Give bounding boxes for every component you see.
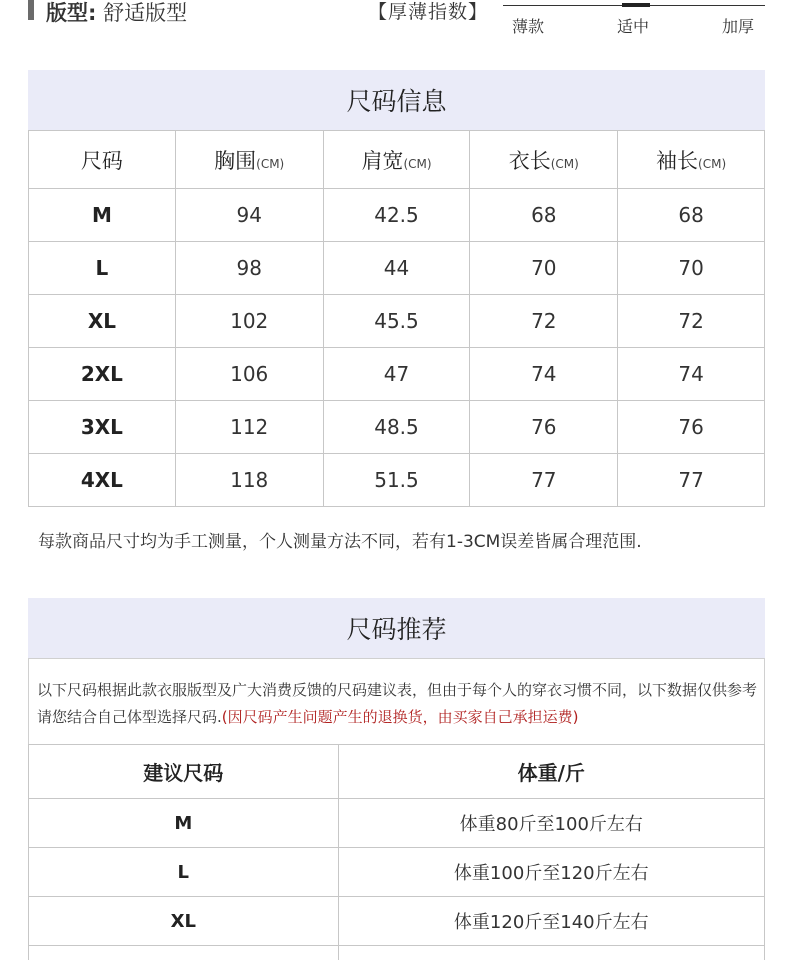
shoulder-cell: 42.5 [323, 189, 470, 242]
col-header-weight: 体重/斤 [338, 745, 764, 799]
recommend-description [28, 658, 765, 744]
weight-cell [338, 946, 764, 960]
size-cell: 4XL [29, 454, 176, 507]
suggested-size-cell: L [29, 848, 339, 897]
fit-type-value: 舒适版型 [103, 1, 188, 25]
table-row [29, 897, 765, 946]
fit-accent-bar [28, 0, 34, 20]
top-strip [0, 0, 790, 40]
suggested-size-cell [29, 946, 339, 960]
fit-type-label: 版型: [46, 1, 97, 25]
shoulder-cell: 45.5 [323, 295, 470, 348]
recommend-header-row [29, 745, 765, 799]
return-shipping-warning: (因尺码产生问题产生的退换货，由买家自己承担运费) [221, 708, 579, 726]
table-row [29, 348, 765, 401]
thickness-scale-thick: 加厚 [722, 17, 755, 36]
size-info-header-row [29, 131, 765, 189]
suggested-size-cell: M [29, 799, 339, 848]
length-cell: 77 [470, 454, 618, 507]
size-cell: 2XL [29, 348, 176, 401]
length-cell: 74 [470, 348, 618, 401]
chest-cell: 94 [175, 189, 323, 242]
fit-type [46, 0, 187, 27]
table-row-partial [29, 946, 765, 960]
thickness-scale-marker [622, 3, 650, 7]
thickness-scale-thin: 薄款 [512, 17, 545, 36]
sleeve-cell: 77 [618, 454, 765, 507]
length-cell: 68 [470, 189, 618, 242]
weight-cell: 体重80斤至100斤左右 [338, 799, 764, 848]
col-header-chest: 胸围(CM) [175, 131, 323, 189]
thickness-label: 【厚薄指数】 [368, 1, 489, 23]
size-recommend-table [28, 744, 765, 960]
chest-cell: 112 [175, 401, 323, 454]
length-cell: 76 [470, 401, 618, 454]
table-row [29, 454, 765, 507]
col-header-length: 衣长(CM) [470, 131, 618, 189]
table-row [29, 848, 765, 897]
length-cell: 70 [470, 242, 618, 295]
suggested-size-cell: XL [29, 897, 339, 946]
sleeve-cell: 74 [618, 348, 765, 401]
table-row [29, 242, 765, 295]
thickness-scale-medium: 适中 [617, 17, 650, 36]
table-row [29, 799, 765, 848]
table-row [29, 189, 765, 242]
sleeve-cell: 72 [618, 295, 765, 348]
sleeve-cell: 68 [618, 189, 765, 242]
size-cell: M [29, 189, 176, 242]
size-recommend-banner: 尺码推荐 [28, 598, 765, 658]
weight-cell: 体重120斤至140斤左右 [338, 897, 764, 946]
table-row [29, 401, 765, 454]
size-info-table [28, 130, 765, 507]
weight-cell: 体重100斤至120斤左右 [338, 848, 764, 897]
size-info-banner: 尺码信息 [28, 70, 765, 130]
shoulder-cell: 44 [323, 242, 470, 295]
chest-cell: 118 [175, 454, 323, 507]
measurement-note: 每款商品尺寸均为手工测量，个人测量方法不同，若有1-3CM误差皆属合理范围. [38, 532, 642, 552]
col-header-sleeve: 袖长(CM) [618, 131, 765, 189]
chest-cell: 98 [175, 242, 323, 295]
col-header-size: 尺码 [29, 131, 176, 189]
table-row [29, 295, 765, 348]
sleeve-cell: 70 [618, 242, 765, 295]
chest-cell: 106 [175, 348, 323, 401]
sleeve-cell: 76 [618, 401, 765, 454]
size-cell: XL [29, 295, 176, 348]
size-cell: 3XL [29, 401, 176, 454]
shoulder-cell: 48.5 [323, 401, 470, 454]
shoulder-cell: 47 [323, 348, 470, 401]
length-cell: 72 [470, 295, 618, 348]
col-header-shoulder: 肩宽(CM) [323, 131, 470, 189]
col-header-suggested-size: 建议尺码 [29, 745, 339, 799]
shoulder-cell: 51.5 [323, 454, 470, 507]
recommend-description-text: 以下尺码根据此款衣服版型及广大消费反馈的尺码建议表，但由于每个人的穿衣习惯不同，以下数据仅供参考请您结合自己体型选择尺码. [37, 681, 758, 726]
size-cell: L [29, 242, 176, 295]
chest-cell: 102 [175, 295, 323, 348]
